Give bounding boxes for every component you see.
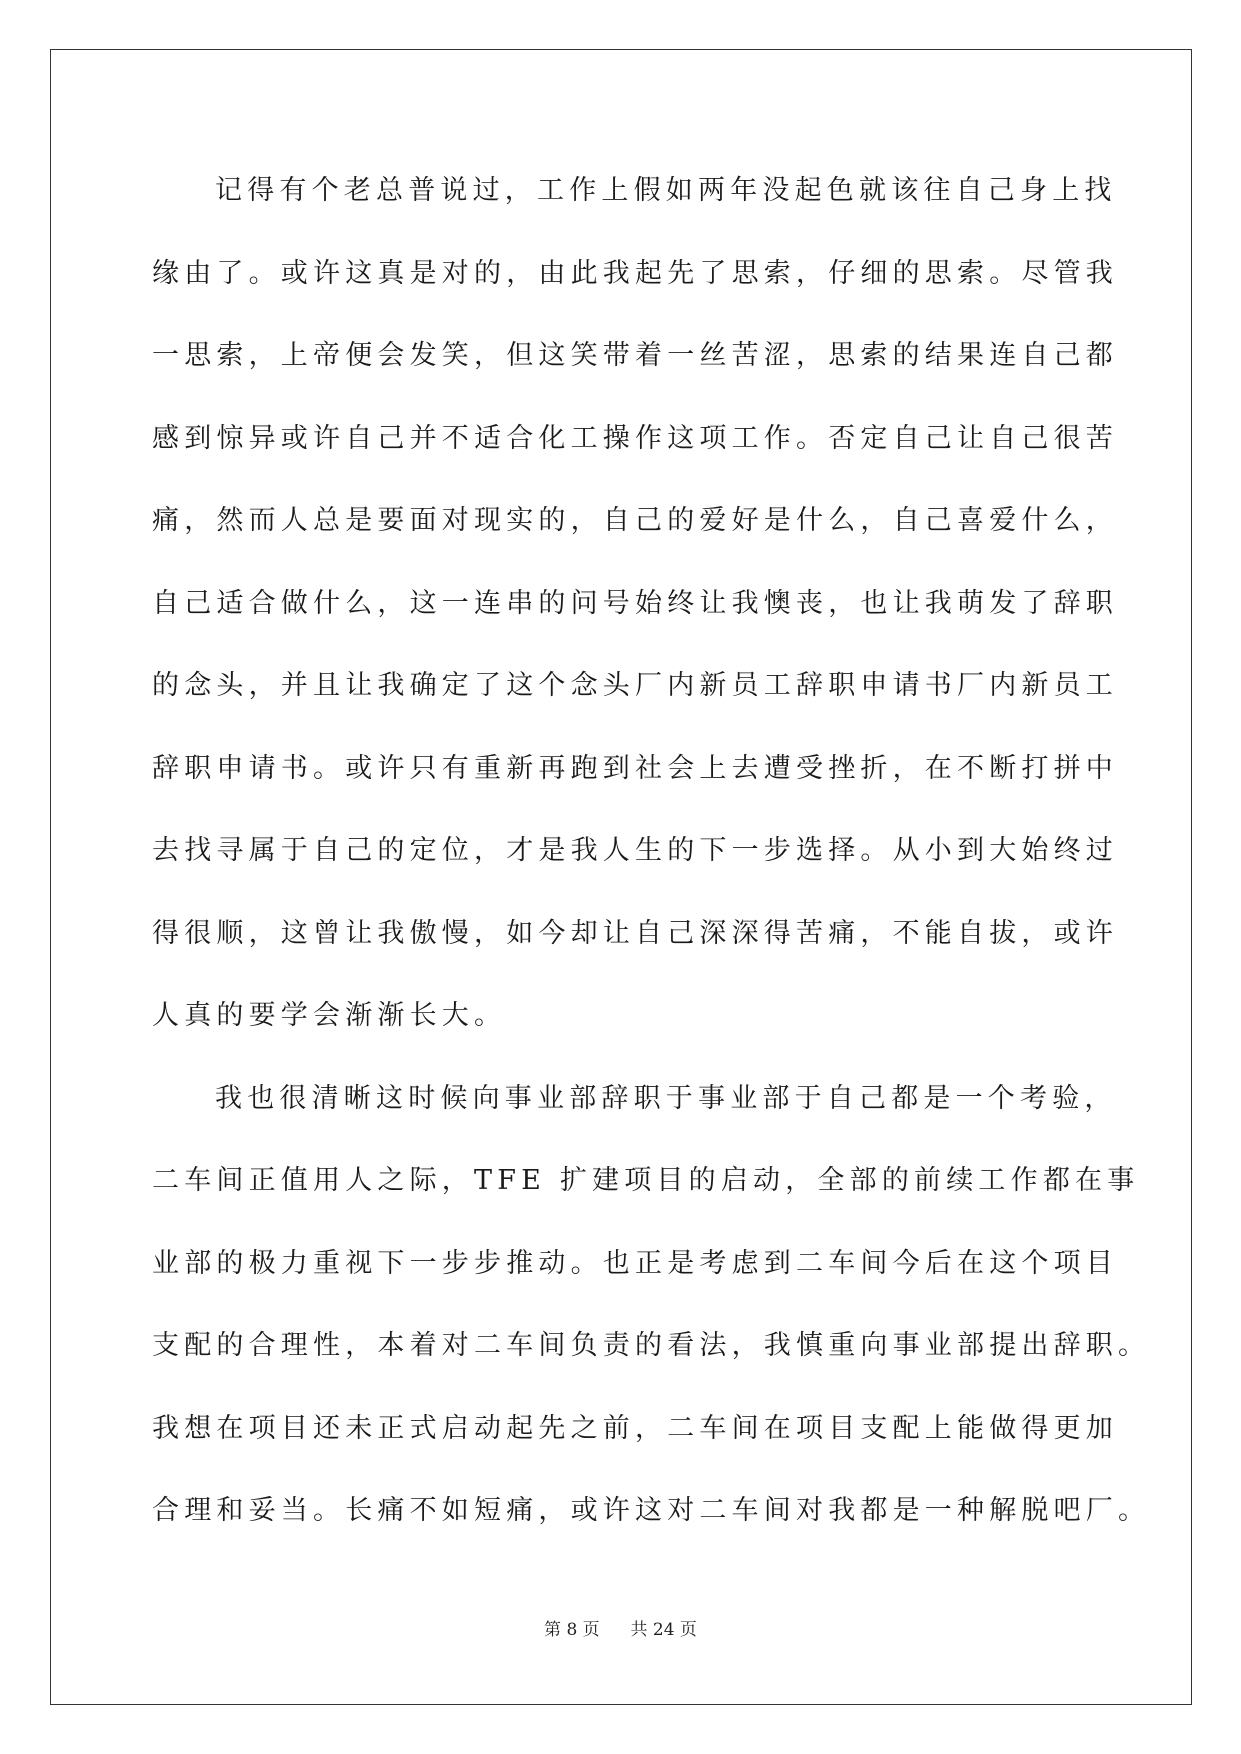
page-footer xyxy=(0,1615,1241,1640)
paragraph-2-line-2: 二车间正值用人之际，TFE 扩建项目的启动，全部的前续工作都在事 xyxy=(152,1165,1140,1196)
paragraph-1-line-4: 感到惊异或许自己并不适合化工操作这项工作。否定自己让自己很苦 xyxy=(152,422,1118,454)
paragraph-2-line-6: 合理和妥当。长痛不如短痛，或许这对二车间对我都是一种解脱吧厂。 xyxy=(152,1495,1151,1526)
paragraph-1-line-8: 辞职申请书。或许只有重新再跑到社会上去遭受挫折，在不断打拼中 xyxy=(152,752,1118,784)
paragraph-2-line-1: 我也很清晰这时候向事业部辞职于事业部于自己都是一个考验， xyxy=(215,1082,1117,1114)
paragraph-2-line-3: 业部的极力重视下一步步推动。也正是考虑到二车间今后在这个项目 xyxy=(152,1247,1118,1279)
paragraph-1-line-2: 缘由了。或许这真是对的，由此我起先了思索，仔细的思索。尽管我 xyxy=(152,257,1118,289)
paragraph-1-line-9: 去找寻属于自己的定位，才是我人生的下一步选择。从小到大始终过 xyxy=(152,835,1118,866)
paragraph-1-line-3: 一思索，上帝便会发笑，但这笑带着一丝苦涩，思索的结果连自己都 xyxy=(152,340,1118,371)
document-body xyxy=(152,163,1151,1566)
paragraph-1-line-10: 得很顺，这曾让我傲慢，如今却让自己深深得苦痛，不能自拔，或许 xyxy=(152,917,1118,949)
paragraph-1-line-11: 人真的要学会渐渐长大。 xyxy=(152,1000,507,1031)
paragraph-1-line-5: 痛，然而人总是要面对现实的，自己的爱好是什么，自己喜爱什么， xyxy=(152,505,1118,536)
paragraph-2-line-5: 我想在项目还未正式启动起先之前，二车间在项目支配上能做得更加 xyxy=(152,1412,1118,1444)
paragraph-2-line-4: 支配的合理性，本着对二车间负责的看法，我慎重向事业部提出辞职。 xyxy=(152,1330,1151,1361)
page-number: 第 8 页 xyxy=(544,1620,600,1640)
page-total: 共 24 页 xyxy=(630,1620,697,1640)
paragraph-1-line-6: 自己适合做什么，这一连串的问号始终让我懊丧，也让我萌发了辞职 xyxy=(152,587,1118,619)
paragraph-1-line-1: 记得有个老总普说过，工作上假如两年没起色就该往自己身上找 xyxy=(215,175,1117,206)
paragraph-1-line-7: 的念头，并且让我确定了这个念头厂内新员工辞职申请书厂内新员工 xyxy=(152,670,1118,701)
